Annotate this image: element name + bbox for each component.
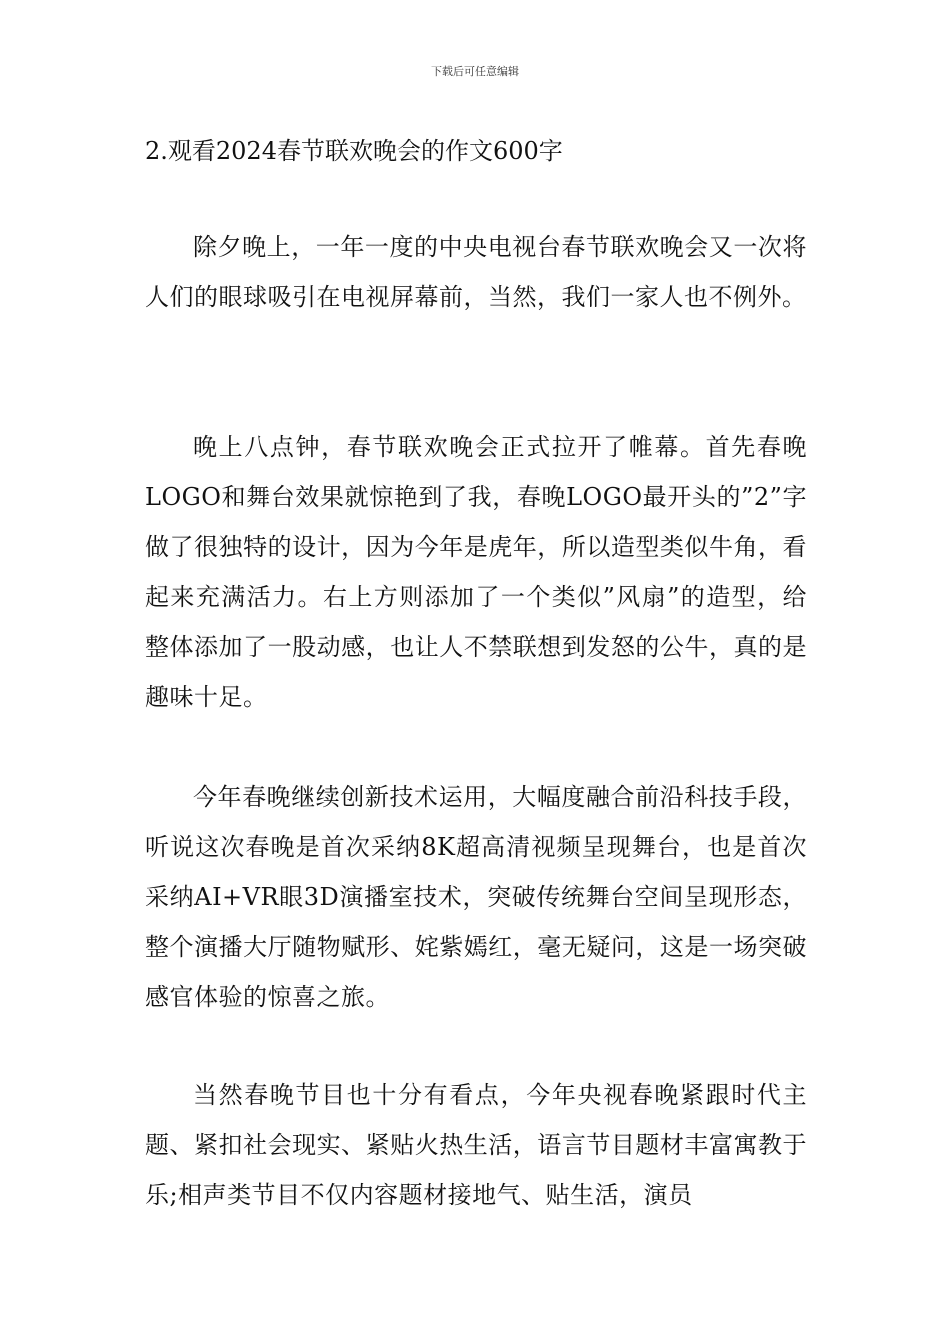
paragraph-4: 当然春晚节目也十分有看点，今年央视春晚紧跟时代主题、紧扣社会现实、紧贴火热生活，语言节目题材丰富寓教于乐;相声类节目不仅内容题材接地气、贴生活，演员 bbox=[145, 1081, 807, 1209]
paragraph-1: 除夕晚上，一年一度的中央电视台春节联欢晚会又一次将人们的眼球吸引在电视屏幕前，当然，我们一家人也不例外。 bbox=[145, 233, 807, 311]
header-note: 下载后可任意编辑 bbox=[431, 65, 519, 78]
paragraph-3: 今年春晚继续创新技术运用，大幅度融合前沿科技手段，听说这次春晚是首次采纳8K超高清视频呈现舞台，也是首次采纳AI+VR眼3D演播室技术，突破传统舞台空间呈现形态，整个演播大厅随物赋形、姹紫嫣红，毫无疑问，这是一场突破感官体验的惊喜之旅。 bbox=[145, 783, 807, 1011]
document-title: 2.观看2024春节联欢晚会的作文600字 bbox=[145, 137, 563, 165]
paragraph-2: 晚上八点钟，春节联欢晚会正式拉开了帷幕。首先春晚LOGO和舞台效果就惊艳到了我，春晚LOGO最开头的”2”字做了很独特的设计，因为今年是虎年，所以造型类似牛角，看起来充满活力。右上方则添加了一个类似”风扇”的造型，给整体添加了一股动感，也让人不禁联想到发怒的公牛，真的是趣味十足。 bbox=[145, 433, 807, 711]
